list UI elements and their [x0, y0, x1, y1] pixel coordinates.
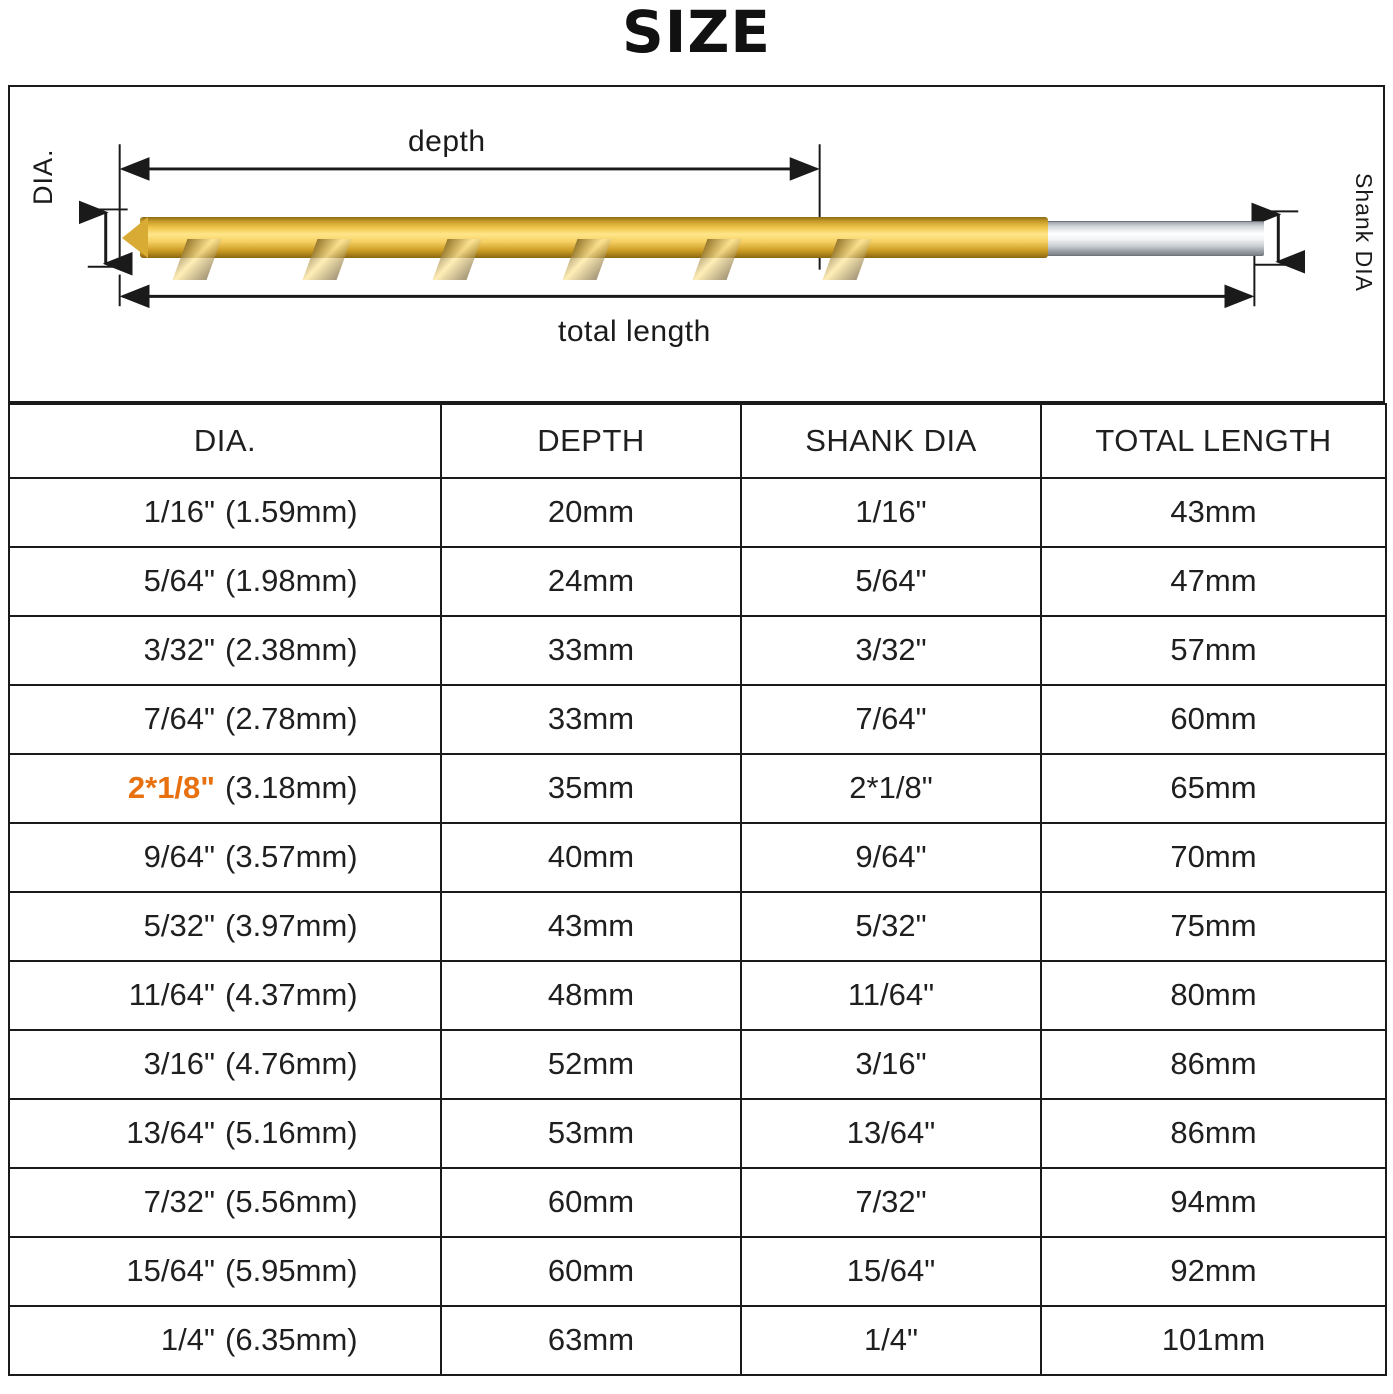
- dia-dimension-label: DIA.: [28, 148, 58, 205]
- dia-millimeters: (3.18mm): [225, 770, 358, 806]
- cell-shank-dia: 1/16": [741, 478, 1041, 547]
- cell-depth: 53mm: [441, 1099, 741, 1168]
- cell-shank-dia: 13/64": [741, 1099, 1041, 1168]
- cell-total-length: 80mm: [1041, 961, 1386, 1030]
- dia-millimeters: (2.38mm): [225, 632, 358, 668]
- dia-millimeters: (5.95mm): [225, 1253, 358, 1289]
- cell-total-length: 70mm: [1041, 823, 1386, 892]
- dia-fraction: 9/64": [143, 839, 215, 875]
- dia-fraction: 7/32": [143, 1184, 215, 1220]
- cell-total-length: 47mm: [1041, 547, 1386, 616]
- flute-twist: [693, 239, 742, 280]
- cell-dia: [9, 1306, 441, 1375]
- dia-millimeters: (3.97mm): [225, 908, 358, 944]
- cell-depth: 63mm: [441, 1306, 741, 1375]
- cell-dia: [9, 478, 441, 547]
- table-row: [9, 823, 1386, 892]
- cell-shank-dia: 5/64": [741, 547, 1041, 616]
- dia-fraction: 3/16": [143, 1046, 215, 1082]
- cell-total-length: 92mm: [1041, 1237, 1386, 1306]
- total-length-dimension-label: total length: [558, 314, 711, 348]
- dia-millimeters: (3.57mm): [225, 839, 358, 875]
- cell-dia: [9, 892, 441, 961]
- cell-total-length: 43mm: [1041, 478, 1386, 547]
- cell-total-length: 86mm: [1041, 1030, 1386, 1099]
- cell-depth: 33mm: [441, 616, 741, 685]
- dia-millimeters: (5.16mm): [225, 1115, 358, 1151]
- cell-shank-dia: 2*1/8": [741, 754, 1041, 823]
- dia-fraction: 11/64": [128, 977, 215, 1013]
- bit-flute-body: [140, 217, 1048, 258]
- cell-shank-dia: 7/32": [741, 1168, 1041, 1237]
- dia-fraction: 5/32": [143, 908, 215, 944]
- cell-dia: [9, 547, 441, 616]
- header-total-length: TOTAL LENGTH: [1041, 404, 1386, 478]
- cell-depth: 35mm: [441, 754, 741, 823]
- bit-shank: [1020, 221, 1264, 256]
- table-row: [9, 754, 1386, 823]
- dia-fraction: 1/16": [143, 494, 215, 530]
- dia-millimeters: (4.37mm): [225, 977, 358, 1013]
- table-row: [9, 961, 1386, 1030]
- dia-millimeters: (4.76mm): [225, 1046, 358, 1082]
- dia-millimeters: (5.56mm): [225, 1184, 358, 1220]
- shank-dia-dimension-label: Shank DIA: [1351, 172, 1377, 292]
- cell-shank-dia: 11/64": [741, 961, 1041, 1030]
- cell-shank-dia: 9/64": [741, 823, 1041, 892]
- spec-table: [8, 403, 1387, 1376]
- table-row: [9, 1306, 1386, 1375]
- cell-dia: [9, 685, 441, 754]
- dia-millimeters: (2.78mm): [225, 701, 358, 737]
- cell-dia: [9, 1030, 441, 1099]
- cell-total-length: 86mm: [1041, 1099, 1386, 1168]
- flute-twist: [563, 239, 612, 280]
- header-depth: DEPTH: [441, 404, 741, 478]
- dia-fraction: 3/32": [143, 632, 215, 668]
- bit-tip: [122, 217, 148, 258]
- table-row: [9, 1237, 1386, 1306]
- page-title: SIZE: [621, 0, 772, 66]
- cell-depth: 20mm: [441, 478, 741, 547]
- table-row: [9, 685, 1386, 754]
- drill-bit-diagram: [8, 85, 1385, 403]
- cell-dia: [9, 754, 441, 823]
- cell-depth: 60mm: [441, 1168, 741, 1237]
- header-dia: DIA.: [9, 404, 441, 478]
- cell-depth: 60mm: [441, 1237, 741, 1306]
- table-row: [9, 1099, 1386, 1168]
- dia-millimeters: (6.35mm): [225, 1322, 358, 1358]
- flute-twist: [303, 239, 352, 280]
- table-row: [9, 616, 1386, 685]
- dia-fraction: 1/4": [160, 1322, 215, 1358]
- cell-depth: 48mm: [441, 961, 741, 1030]
- flute-twist: [823, 239, 872, 280]
- flute-twist: [433, 239, 482, 280]
- dia-millimeters: (1.98mm): [225, 563, 358, 599]
- cell-total-length: 94mm: [1041, 1168, 1386, 1237]
- drill-bit-illustration: [122, 195, 1264, 279]
- dia-fraction: 13/64": [126, 1115, 215, 1151]
- cell-total-length: 101mm: [1041, 1306, 1386, 1375]
- cell-depth: 33mm: [441, 685, 741, 754]
- header-shank-dia: SHANK DIA: [741, 404, 1041, 478]
- cell-shank-dia: 7/64": [741, 685, 1041, 754]
- cell-dia: [9, 616, 441, 685]
- cell-depth: 40mm: [441, 823, 741, 892]
- dia-fraction: 7/64": [143, 701, 215, 737]
- dia-fraction: 2*1/8": [127, 770, 215, 806]
- depth-dimension-label: depth: [408, 124, 486, 158]
- cell-shank-dia: 1/4": [741, 1306, 1041, 1375]
- cell-depth: 43mm: [441, 892, 741, 961]
- table-body: [9, 478, 1386, 1375]
- flute-twist: [173, 239, 222, 280]
- cell-dia: [9, 961, 441, 1030]
- table-row: [9, 892, 1386, 961]
- cell-total-length: 65mm: [1041, 754, 1386, 823]
- table-row: [9, 1030, 1386, 1099]
- table-row: [9, 478, 1386, 547]
- cell-shank-dia: 15/64": [741, 1237, 1041, 1306]
- cell-dia: [9, 1168, 441, 1237]
- dia-millimeters: (1.59mm): [225, 494, 358, 530]
- table-row: [9, 1168, 1386, 1237]
- cell-depth: 52mm: [441, 1030, 741, 1099]
- cell-depth: 24mm: [441, 547, 741, 616]
- cell-total-length: 75mm: [1041, 892, 1386, 961]
- table-header-row: [9, 404, 1386, 478]
- table-row: [9, 547, 1386, 616]
- cell-dia: [9, 823, 441, 892]
- cell-total-length: 57mm: [1041, 616, 1386, 685]
- cell-shank-dia: 3/32": [741, 616, 1041, 685]
- cell-dia: [9, 1237, 441, 1306]
- dia-fraction: 15/64": [126, 1253, 215, 1289]
- cell-shank-dia: 3/16": [741, 1030, 1041, 1099]
- cell-shank-dia: 5/32": [741, 892, 1041, 961]
- dia-fraction: 5/64": [143, 563, 215, 599]
- cell-dia: [9, 1099, 441, 1168]
- cell-total-length: 60mm: [1041, 685, 1386, 754]
